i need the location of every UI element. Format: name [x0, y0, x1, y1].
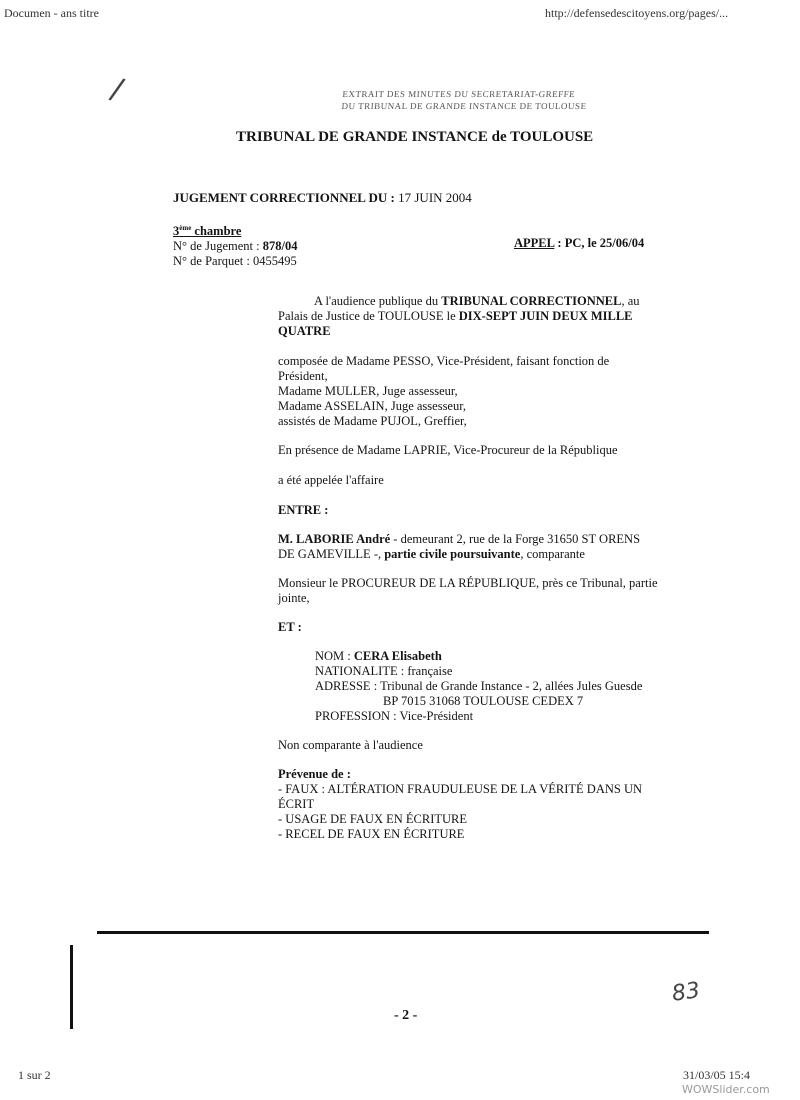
absence-line: Non comparante à l'audience: [278, 738, 423, 752]
composition-line: assistés de Madame PUJOL, Greffier,: [278, 414, 467, 428]
page-number: - 2 -: [394, 1008, 418, 1023]
civil-party-line-1: M. LABORIE André - demeurant 2, rue de la Forge 31650 ST ORENS: [278, 532, 641, 546]
composition-line: composée de Madame PESSO, Vice-Président, faisant fonction de: [278, 354, 610, 368]
charges-heading: Prévenue de :: [278, 767, 351, 781]
watermark-logo: WOWSlider.com: [682, 1083, 770, 1096]
prosecutor-line-1: Monsieur le PROCUREUR DE LA RÉPUBLIQUE, près ce Tribunal, partie: [278, 576, 658, 590]
charge-line: ÉCRIT: [278, 797, 315, 811]
hearing-line-3: QUATRE: [278, 324, 331, 338]
defendant-profession: PROFESSION : Vice-Président: [315, 709, 474, 723]
appeal-info: APPEL : PC, le 25/06/04: [514, 236, 645, 250]
defendant-block: [278, 649, 648, 724]
charge-line: - FAUX : ALTÉRATION FRAUDULEUSE DE LA VÉRITÉ DANS UN: [278, 782, 643, 796]
prosecutor-line-2: jointe,: [278, 591, 310, 605]
browser-url: http://defensedescitoyens.org/pages/...: [545, 6, 729, 20]
chamber-title: 3ème chambre: [173, 224, 242, 239]
margin-bar: [70, 945, 73, 1029]
judgment-label: JUGEMENT CORRECTIONNEL DU :: [173, 190, 395, 205]
stamp-line-2: DU TRIBUNAL DE GRANDE INSTANCE DE TOULOUSE: [341, 101, 587, 111]
presence-line: En présence de Madame LAPRIE, Vice-Procureur de la République: [278, 443, 618, 457]
defendant-address-1: ADRESSE : Tribunal de Grande Instance - 2, allées Jules Guesde: [315, 679, 643, 693]
charge-line: - RECEL DE FAUX EN ÉCRITURE: [278, 827, 465, 841]
composition-line: Madame ASSELAIN, Juge assesseur,: [278, 399, 467, 413]
judgment-number: N° de Jugement : 878/04: [173, 239, 298, 254]
stamp-line-1: EXTRAIT DES MINUTES DU SECRETARIAT-GREFFE: [342, 89, 576, 99]
hearing-line-1: A l'audience publique du TRIBUNAL CORRECTIONNEL, au: [314, 294, 640, 308]
composition-line: Madame MULLER, Juge assesseur,: [278, 384, 458, 398]
and-heading: ET :: [278, 620, 302, 634]
browser-tab-title: Documen - ans titre: [4, 6, 99, 20]
judgment-heading: [173, 190, 472, 206]
defendant-nationality: NATIONALITE : française: [315, 664, 453, 678]
parquet-number: N° de Parquet : 0455495: [173, 254, 297, 269]
print-datetime: 31/03/05 15:4: [683, 1068, 751, 1082]
scan-slash-mark: /: [106, 71, 128, 108]
civil-party-line-2: DE GAMEVILLE -, partie civile poursuivante, comparante: [278, 547, 585, 561]
composition-line: Président,: [278, 369, 328, 383]
bottom-rule: [97, 931, 709, 934]
defendant-name: NOM : CERA Elisabeth: [315, 649, 442, 663]
charge-line: - USAGE DE FAUX EN ÉCRITURE: [278, 812, 467, 826]
defendant-address-2: BP 7015 31068 TOULOUSE CEDEX 7: [383, 694, 584, 708]
chamber-block: [173, 221, 297, 269]
judgment-date: 17 JUIN 2004: [398, 190, 472, 205]
judgment-body: [278, 294, 658, 842]
print-page-count: 1 sur 2: [18, 1068, 51, 1082]
hearing-line-2: Palais de Justice de TOULOUSE le DIX-SEPT JUIN DEUX MILLE: [278, 309, 633, 323]
case-called-line: a été appelée l'affaire: [278, 473, 384, 487]
between-heading: ENTRE :: [278, 503, 329, 517]
handwritten-number: 83: [670, 978, 702, 1007]
court-title: TRIBUNAL DE GRANDE INSTANCE de TOULOUSE: [236, 129, 594, 145]
clerk-stamp: [341, 88, 588, 112]
